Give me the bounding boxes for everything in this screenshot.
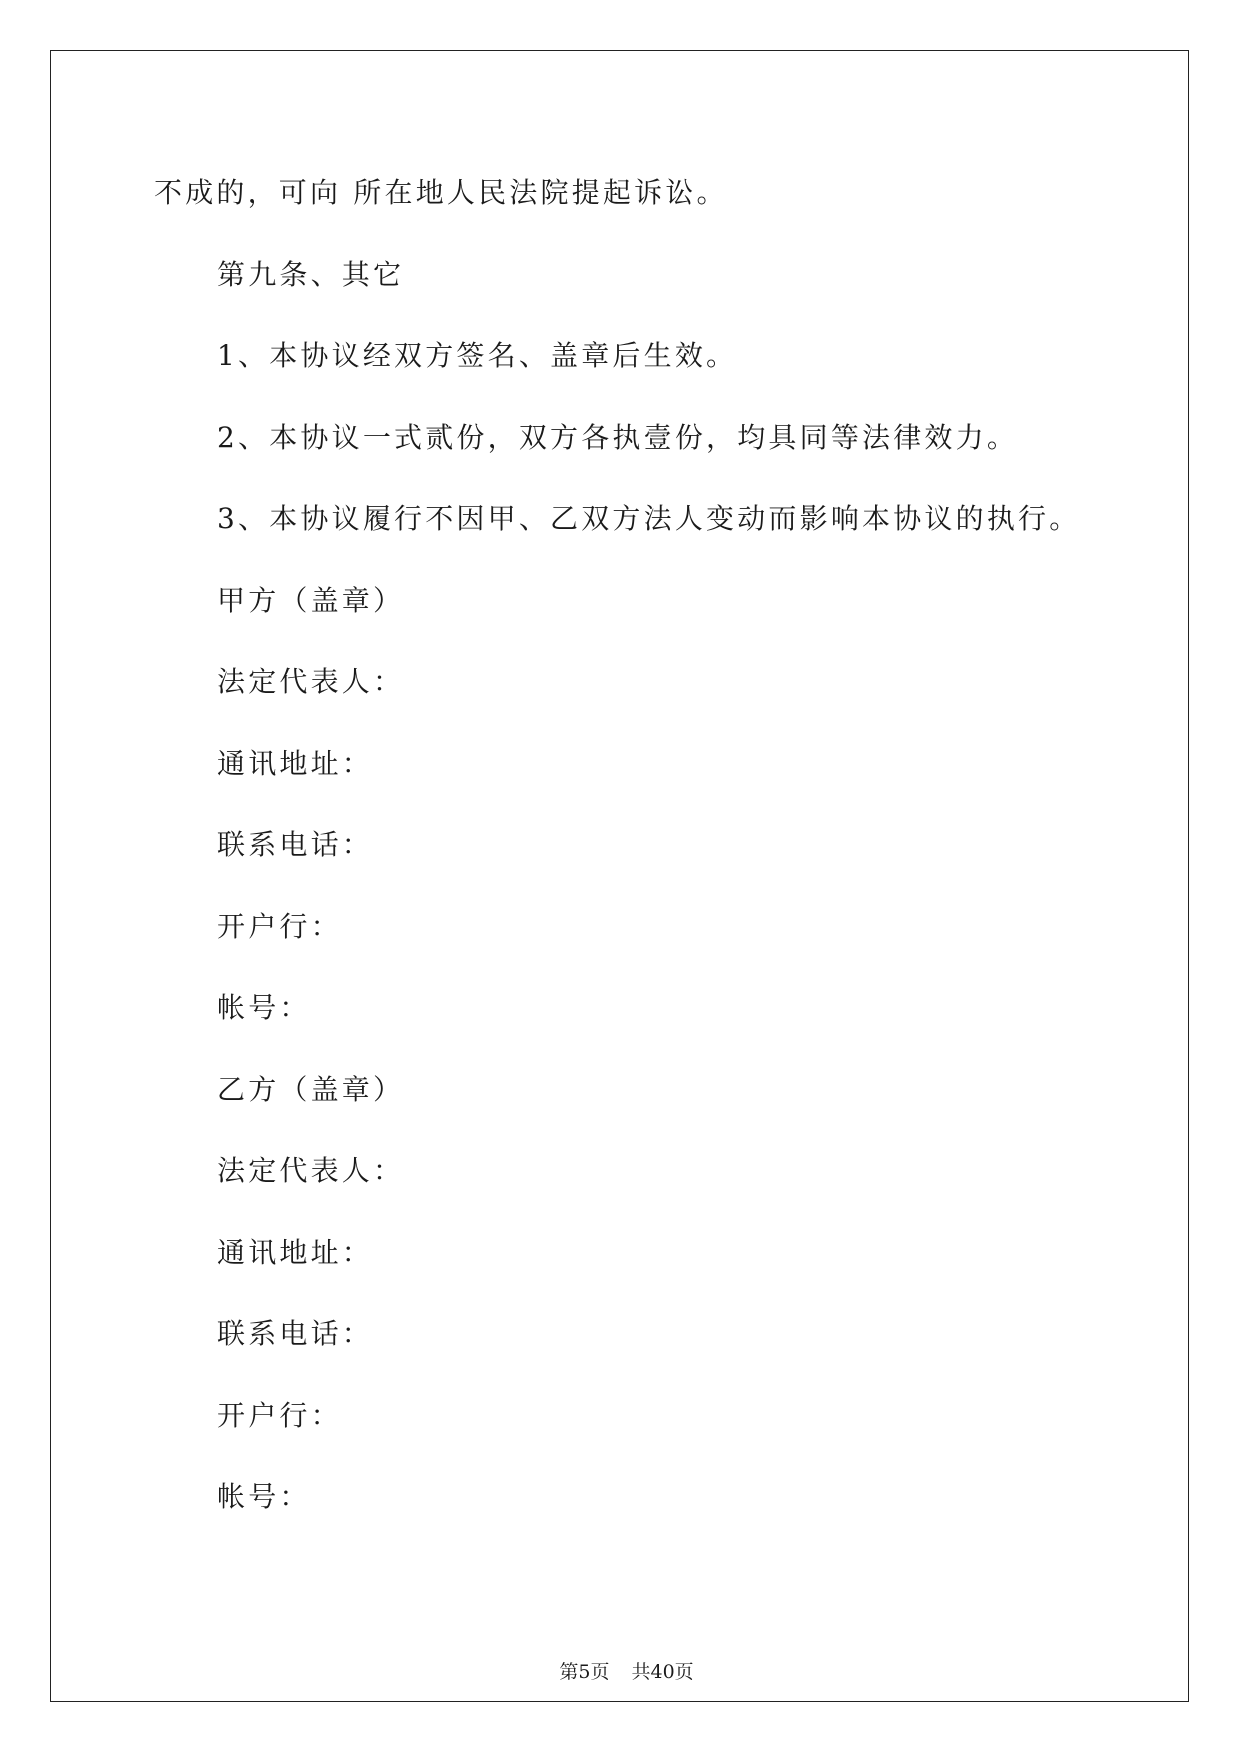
party-b-legal-rep-label: 法定代表人： bbox=[217, 1154, 405, 1187]
page-total: 共40页 bbox=[631, 1661, 694, 1683]
party-b-bank-label: 开户行： bbox=[217, 1398, 342, 1432]
clause-3: 3、本协议履行不因甲、乙双方法人变动而影响本协议的执行。 bbox=[217, 502, 1081, 535]
party-a-title: 甲方（盖章） bbox=[217, 583, 405, 617]
party-b-address-label: 通讯地址： bbox=[217, 1235, 374, 1269]
party-a-account-label: 帐号： bbox=[217, 991, 311, 1024]
party-b-title: 乙方（盖章） bbox=[217, 1072, 405, 1106]
party-a-phone-label: 联系电话： bbox=[217, 828, 374, 861]
party-a-legal-rep-label: 法定代表人： bbox=[217, 665, 405, 698]
clause-1: 1、本协议经双方签名、盖章后生效。 bbox=[217, 339, 738, 372]
page-footer bbox=[0, 1630, 1241, 1686]
continuation-text: 不成的，可向 所在地人民法院提起诉讼。 bbox=[154, 176, 728, 209]
document-body bbox=[0, 152, 1241, 1538]
article-heading: 第九条、其它 bbox=[217, 257, 405, 291]
party-b-phone-label: 联系电话： bbox=[217, 1317, 374, 1350]
party-a-bank-label: 开户行： bbox=[217, 909, 342, 943]
page-number: 第5页 bbox=[559, 1661, 610, 1683]
party-b-account-label: 帐号： bbox=[217, 1480, 311, 1513]
clause-2: 2、本协议一式贰份，双方各执壹份，均具同等法律效力。 bbox=[217, 420, 1019, 454]
party-a-address-label: 通讯地址： bbox=[217, 746, 374, 780]
